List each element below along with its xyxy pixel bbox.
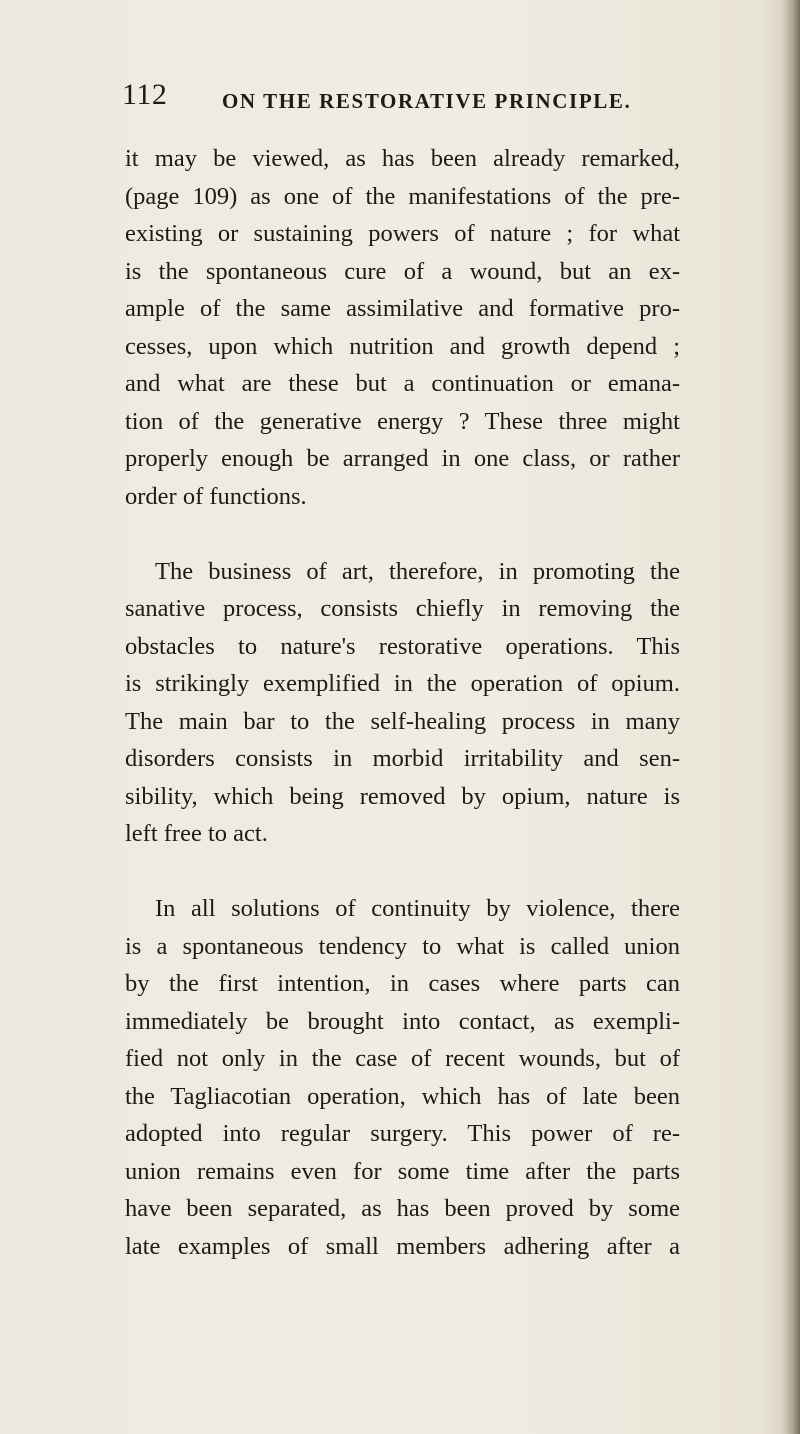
text-line: sanative process, consists chiefly in removing the [125,595,680,622]
running-head: ON THE RESTORATIVE PRINCIPLE. [222,89,632,113]
text-line: tion of the generative energy ? These three might [125,407,680,435]
text-line: late examples of small members adhering after a [125,1232,680,1260]
text-line: fied not only in the case of recent wounds, but of [125,1045,680,1072]
text-line: adopted into regular surgery. This power of re- [125,1120,680,1147]
paragraph [125,890,680,1265]
body-text [125,140,680,1265]
text-line: have been separated, as has been proved by some [125,1195,680,1222]
text-line: is the spontaneous cure of a wound, but an ex- [125,257,680,285]
text-line: ample of the same assimilative and formative pro- [125,295,680,322]
page-header [122,78,682,118]
text-line: union remains even for some time after the parts [125,1157,680,1185]
text-line: it may be viewed, as has been already remarked, [125,145,680,172]
text-line: and what are these but a continuation or emana- [125,370,680,397]
text-line: sibility, which being removed by opium, nature is [125,782,680,810]
text-line: obstacles to nature's restorative operations. This [125,632,680,660]
paragraph-gap [125,853,680,891]
text-line: by the first intention, in cases where parts can [125,970,680,997]
paragraph-gap [125,515,680,553]
text-line: immediately be brought into contact, as exempli- [125,1007,680,1035]
text-line: properly enough be arranged in one class, or rather [125,445,680,472]
page-number: 112 [122,78,168,111]
paragraph [125,553,680,853]
text-line: left free to act. [125,820,268,847]
text-line: (page 109) as one of the manifestations of the pre- [125,182,680,210]
text-line: is a spontaneous tendency to what is called union [125,932,680,960]
text-line: existing or sustaining powers of nature ; for what [125,220,680,247]
text-line: cesses, upon which nutrition and growth depend ; [125,332,680,360]
text-line: order of functions. [125,482,307,510]
text-line: The business of art, therefore, in promoting the [155,557,680,585]
text-line: the Tagliacotian operation, which has of late been [125,1082,680,1110]
text-line: disorders consists in morbid irritability and sen- [125,745,680,772]
text-line: is strikingly exemplified in the operation of opium. [125,670,680,697]
text-line: The main bar to the self-healing process in many [125,707,680,735]
paragraph [125,140,680,515]
page-edge-shadow [782,0,800,1434]
text-line: In all solutions of continuity by violence, there [155,895,680,922]
